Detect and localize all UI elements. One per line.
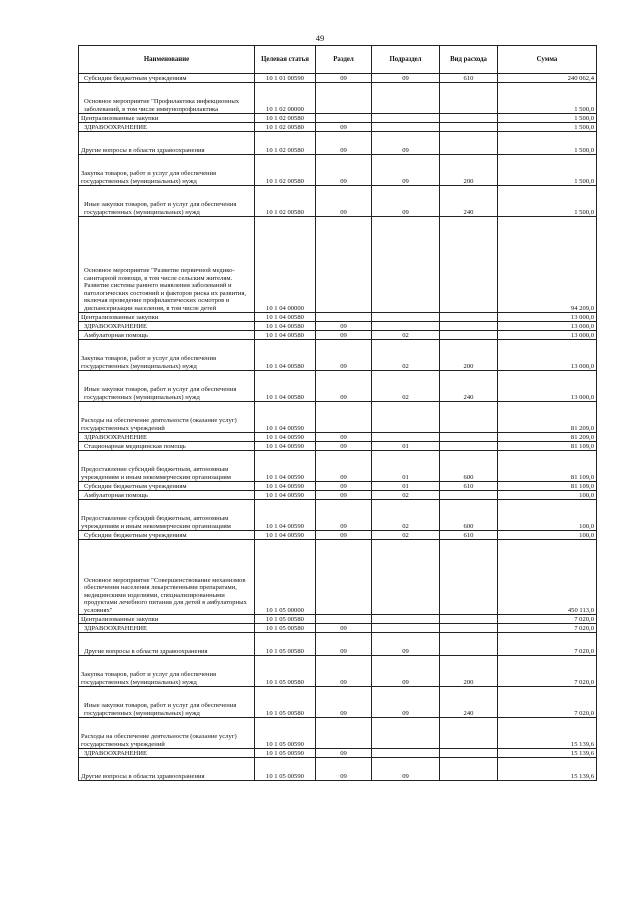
table-body [79,74,597,781]
row-section [316,313,372,322]
row-expense-type [440,442,498,451]
table-row [79,442,597,451]
row-target-article: 10 1 04 00590 [255,500,316,531]
row-expense-type [440,624,498,633]
row-name: Стационарная медицинская помощь [79,442,255,451]
table-row [79,491,597,500]
row-name: Субсидии бюджетным учреждениям [79,482,255,491]
row-expense-type: 200 [440,155,498,186]
row-expense-type [440,402,498,433]
header-section: Раздел [316,46,372,74]
row-subsection: 09 [372,633,440,656]
row-amount: 1 500,0 [498,114,597,123]
row-amount: 13 000,0 [498,371,597,402]
header-target-article: Целевая статья [255,46,316,74]
row-subsection: 09 [372,687,440,718]
row-section: 09 [316,491,372,500]
row-section: 09 [316,687,372,718]
header-expense-type: Вид расхода [440,46,498,74]
row-section: 09 [316,451,372,482]
row-section: 09 [316,433,372,442]
row-expense-type [440,540,498,615]
row-subsection [372,114,440,123]
row-name: ЗДРАВООХРАНЕНИЕ [79,749,255,758]
row-amount: 13 000,0 [498,313,597,322]
row-expense-type: 200 [440,656,498,687]
row-name: ЗДРАВООХРАНЕНИЕ [79,433,255,442]
row-target-article: 10 1 05 00580 [255,624,316,633]
row-subsection [372,217,440,313]
row-amount: 81 109,0 [498,451,597,482]
row-expense-type [440,83,498,114]
row-amount: 240 062,4 [498,74,597,83]
row-expense-type: 600 [440,451,498,482]
table-row [79,123,597,132]
row-target-article: 10 1 04 00590 [255,442,316,451]
row-expense-type: 240 [440,371,498,402]
row-amount: 100,0 [498,531,597,540]
row-name: Централизованные закупки [79,114,255,123]
row-subsection: 01 [372,482,440,491]
table-row [79,132,597,155]
row-expense-type [440,758,498,781]
row-subsection: 02 [372,371,440,402]
table-row [79,451,597,482]
table-row [79,687,597,718]
row-target-article: 10 1 04 00580 [255,331,316,340]
row-target-article: 10 1 04 00580 [255,340,316,371]
row-name: Субсидии бюджетным учреждениям [79,74,255,83]
row-subsection: 02 [372,331,440,340]
row-target-article: 10 1 05 00580 [255,656,316,687]
table-row [79,758,597,781]
row-subsection: 09 [372,758,440,781]
row-name: Основное мероприятие "Совершенствование механизмов обеспечения населения лекарственными препаратами, медицинскими изделиями, специализированными продуктами лечебного питания для детей в амбулаторных условиях" [79,540,255,615]
table-row [79,217,597,313]
table-row [79,749,597,758]
row-expense-type [440,123,498,132]
header-subsection: Подраздел [372,46,440,74]
row-subsection [372,123,440,132]
row-section: 09 [316,74,372,83]
row-amount: 7 020,0 [498,624,597,633]
row-amount: 1 500,0 [498,155,597,186]
row-amount: 7 020,0 [498,615,597,624]
row-section: 09 [316,340,372,371]
row-section: 09 [316,155,372,186]
row-expense-type [440,749,498,758]
row-subsection [372,624,440,633]
row-target-article: 10 1 04 00590 [255,451,316,482]
row-name: Централизованные закупки [79,615,255,624]
row-name: Амбулаторная помощь [79,331,255,340]
row-name: Другие вопросы в области здравоохранения [79,633,255,656]
row-expense-type [440,491,498,500]
table-row [79,155,597,186]
row-amount: 450 113,0 [498,540,597,615]
table-row [79,433,597,442]
row-amount: 13 000,0 [498,322,597,331]
row-amount: 13 000,0 [498,340,597,371]
row-target-article: 10 1 04 00580 [255,371,316,402]
table-row [79,83,597,114]
row-subsection [372,322,440,331]
row-expense-type: 600 [440,500,498,531]
row-target-article: 10 1 04 00590 [255,402,316,433]
row-target-article: 10 1 05 00590 [255,749,316,758]
row-name: Расходы на обеспечение деятельности (оказание услуг) государственных учреждений [79,402,255,433]
row-amount: 7 020,0 [498,656,597,687]
row-subsection [372,402,440,433]
row-name: Иные закупки товаров, работ и услуг для обеспечения государственных (муниципальных) нужд [79,186,255,217]
row-target-article: 10 1 02 00580 [255,123,316,132]
row-name: Иные закупки товаров, работ и услуг для обеспечения государственных (муниципальных) нужд [79,687,255,718]
row-section: 09 [316,624,372,633]
row-section: 09 [316,132,372,155]
table-row [79,74,597,83]
row-subsection [372,433,440,442]
row-expense-type: 610 [440,531,498,540]
row-section: 09 [316,186,372,217]
row-expense-type: 610 [440,482,498,491]
row-amount: 15 139,6 [498,749,597,758]
row-subsection [372,749,440,758]
row-expense-type [440,633,498,656]
row-target-article: 10 1 01 00590 [255,74,316,83]
row-section: 09 [316,482,372,491]
row-subsection: 01 [372,442,440,451]
row-section: 09 [316,322,372,331]
row-subsection [372,615,440,624]
table-row [79,402,597,433]
row-section: 09 [316,500,372,531]
row-subsection: 02 [372,531,440,540]
row-name: Основное мероприятие "Развитие первичной медико-санитарной помощи, в том числе сельским жителям. Развитие системы раннего выявления заболеваний и патологических состояний и факторов риска их развития, включая проведение профилактических осмотров и диспансеризации населения, в том числе детей [79,217,255,313]
row-section [316,217,372,313]
row-name: Централизованные закупки [79,313,255,322]
row-expense-type: 240 [440,186,498,217]
row-amount: 81 109,0 [498,442,597,451]
row-section [316,402,372,433]
row-subsection: 09 [372,74,440,83]
row-section: 09 [316,331,372,340]
row-name: Расходы на обеспечение деятельности (оказание услуг) государственных учреждений [79,718,255,749]
row-target-article: 10 1 02 00580 [255,132,316,155]
row-amount: 13 000,0 [498,331,597,340]
row-subsection: 09 [372,132,440,155]
row-subsection [372,83,440,114]
row-subsection [372,540,440,615]
row-subsection: 09 [372,656,440,687]
table-row [79,615,597,624]
row-subsection: 09 [372,186,440,217]
page-number: 49 [315,33,325,43]
row-name: Другие вопросы в области здравоохранения [79,132,255,155]
row-subsection [372,313,440,322]
row-name: Закупка товаров, работ и услуг для обеспечения государственных (муниципальных) нужд [79,155,255,186]
row-section [316,83,372,114]
row-name: Закупка товаров, работ и услуг для обеспечения государственных (муниципальных) нужд [79,340,255,371]
row-section: 09 [316,123,372,132]
row-expense-type [440,718,498,749]
row-target-article: 10 1 04 00580 [255,313,316,322]
row-amount: 15 139,6 [498,758,597,781]
row-section [316,540,372,615]
row-amount: 7 020,0 [498,687,597,718]
row-subsection: 02 [372,491,440,500]
row-amount: 1 500,0 [498,186,597,217]
row-name: Предоставление субсидий бюджетным, автономным учреждениям и иным некоммерческим организациям [79,451,255,482]
row-amount: 100,0 [498,491,597,500]
row-name: Основное мероприятие "Профилактика инфекционных заболеваний, в том числе иммунопрофилактика [79,83,255,114]
row-section: 09 [316,749,372,758]
row-expense-type [440,114,498,123]
table-row [79,718,597,749]
row-name: Предоставление субсидий бюджетным, автономным учреждениям и иным некоммерческим организациям [79,500,255,531]
row-amount: 100,0 [498,500,597,531]
table-row [79,624,597,633]
row-section: 09 [316,656,372,687]
row-expense-type [440,433,498,442]
row-target-article: 10 1 05 00000 [255,540,316,615]
row-target-article: 10 1 02 00580 [255,114,316,123]
row-name: Закупка товаров, работ и услуг для обеспечения государственных (муниципальных) нужд [79,656,255,687]
row-subsection: 02 [372,500,440,531]
header-amount: Сумма [498,46,597,74]
row-target-article: 10 1 04 00590 [255,433,316,442]
row-subsection: 01 [372,451,440,482]
table-header-row [79,46,597,74]
table-row [79,114,597,123]
table-row [79,500,597,531]
row-target-article: 10 1 05 00590 [255,758,316,781]
row-expense-type [440,331,498,340]
row-target-article: 10 1 04 00000 [255,217,316,313]
row-amount: 81 209,0 [498,433,597,442]
row-target-article: 10 1 05 00580 [255,615,316,624]
row-expense-type [440,313,498,322]
row-name: Другие вопросы в области здравоохранения [79,758,255,781]
row-subsection: 02 [372,340,440,371]
row-section: 09 [316,531,372,540]
row-target-article: 10 1 05 00580 [255,633,316,656]
row-section [316,114,372,123]
table-row [79,313,597,322]
row-target-article: 10 1 04 00580 [255,322,316,331]
row-name: ЗДРАВООХРАНЕНИЕ [79,322,255,331]
row-amount: 1 500,0 [498,83,597,114]
row-target-article: 10 1 05 00590 [255,718,316,749]
row-amount: 94 209,0 [498,217,597,313]
row-name: ЗДРАВООХРАНЕНИЕ [79,624,255,633]
row-subsection: 09 [372,155,440,186]
row-section: 09 [316,633,372,656]
table-row [79,371,597,402]
row-amount: 1 500,0 [498,123,597,132]
row-target-article: 10 1 04 00590 [255,491,316,500]
table-row [79,340,597,371]
row-expense-type: 240 [440,687,498,718]
row-subsection [372,718,440,749]
row-name: ЗДРАВООХРАНЕНИЕ [79,123,255,132]
row-section: 09 [316,442,372,451]
table-row [79,482,597,491]
row-expense-type [440,322,498,331]
row-amount: 7 020,0 [498,633,597,656]
header-name: Наименование [79,46,255,74]
row-section: 09 [316,371,372,402]
row-name: Субсидии бюджетным учреждениям [79,531,255,540]
table-row [79,540,597,615]
row-section [316,615,372,624]
budget-table [78,45,597,781]
row-amount: 1 500,0 [498,132,597,155]
row-target-article: 10 1 02 00000 [255,83,316,114]
row-expense-type: 200 [440,340,498,371]
table-row [79,633,597,656]
table-row [79,656,597,687]
table-row [79,531,597,540]
table-row [79,186,597,217]
row-target-article: 10 1 02 00580 [255,155,316,186]
row-section: 09 [316,758,372,781]
table-row [79,322,597,331]
row-name: Иные закупки товаров, работ и услуг для обеспечения государственных (муниципальных) нужд [79,371,255,402]
row-amount: 15 139,6 [498,718,597,749]
row-target-article: 10 1 04 00590 [255,531,316,540]
row-expense-type [440,132,498,155]
row-amount: 81 209,0 [498,402,597,433]
row-target-article: 10 1 04 00590 [255,482,316,491]
row-expense-type [440,615,498,624]
row-amount: 81 109,0 [498,482,597,491]
row-section [316,718,372,749]
row-name: Амбулаторная помощь [79,491,255,500]
row-target-article: 10 1 05 00580 [255,687,316,718]
row-expense-type [440,217,498,313]
row-target-article: 10 1 02 00580 [255,186,316,217]
table-row [79,331,597,340]
row-expense-type: 610 [440,74,498,83]
